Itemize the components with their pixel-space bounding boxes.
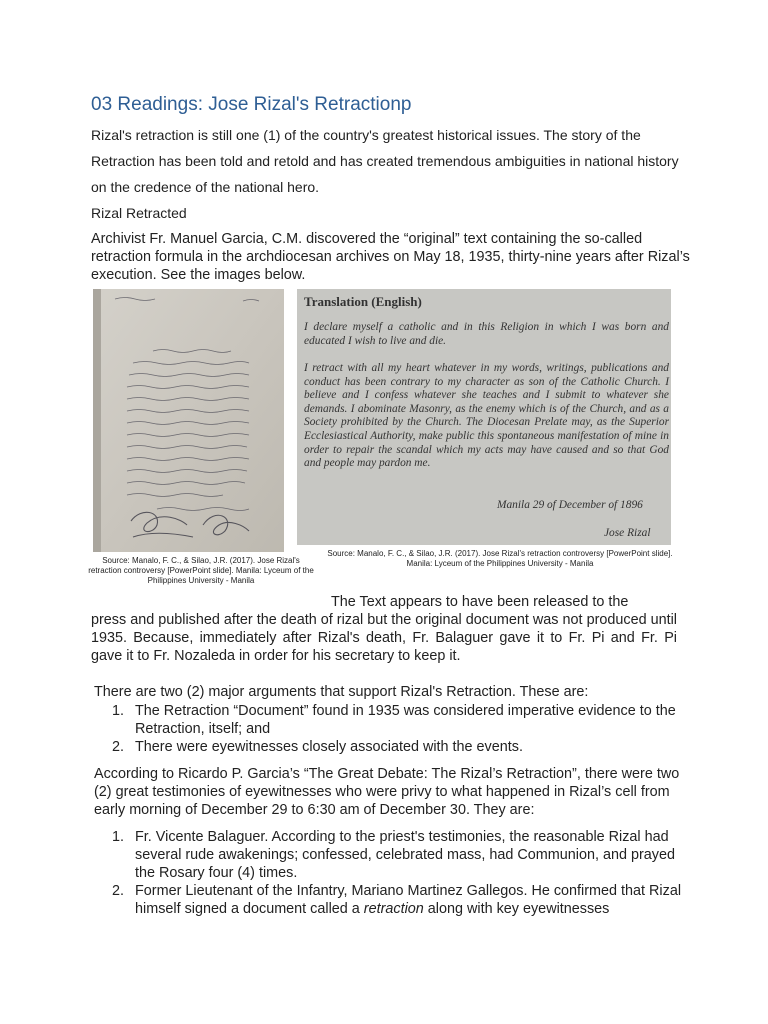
text-release-paragraph — [91, 593, 677, 665]
figure-2-caption: Source: Manalo, F. C., & Silao, J.R. (2017). Jose Rizal's retraction controversy [PowerPoint slide]. Manila: Lyceum of the Philippines University - Manila — [327, 549, 673, 568]
translation-paragraph-1: I declare myself a catholic and in this Religion in which I was born and educated I wish to live and die. — [304, 321, 669, 347]
intro-paragraph: Rizal's retraction is still one (1) of the country's greatest historical issues. The story of the Retraction has been told and retold and has created tremendous ambiguities in national history on the credence of the national hero. — [91, 127, 679, 195]
list-number: 2. — [112, 739, 125, 755]
section-subheading: Rizal Retracted — [91, 205, 187, 221]
retraction-document-image — [93, 289, 284, 552]
text-release-first-line: The Text appears to have been released to the — [331, 594, 629, 610]
list-number: 1. — [112, 703, 125, 719]
arguments-list — [112, 702, 682, 756]
list-item — [112, 738, 682, 756]
figure-1-caption: Source: Manalo, F. C., & Silao, J.R. (2017). Jose Rizal's retraction controversy [PowerPoint slide]. Manila: Lyceum of the Philippines University - Manila — [88, 556, 314, 585]
text-release-rest: press and published after the death of rizal but the original document was not produced until 1935. Because, immediately after Rizal's death, Fr. Balaguer gave it to Fr. Pi and Fr. Pi gave it to Fr. Nozaleda in order for his secretary to keep it. — [91, 612, 677, 664]
list-text: There were eyewitnesses closely associated with the events. — [135, 739, 523, 755]
translation-signature: Jose Rizal — [604, 527, 651, 539]
list-text: The Retraction “Document” found in 1935 was considered imperative evidence to the Retraction, itself; and — [135, 703, 676, 737]
list-item — [112, 702, 682, 738]
list-item — [112, 828, 682, 882]
list-number: 2. — [112, 883, 125, 899]
handwritten-document-illustration — [93, 289, 284, 552]
list-text: Fr. Vicente Balaguer. According to the priest's testimonies, the reasonable Rizal had several rude awakenings; confessed, celebrated mass, had Communion, and prayed the Rosary four (4) times. — [135, 829, 675, 881]
list-text-before: Former Lieutenant of the Infantry, Mariano Martinez Gallegos. He confirmed that Rizal himself signed a document called a — [135, 883, 682, 917]
list-text-after: along with key eyewitnesses — [423, 901, 610, 917]
arguments-intro: There are two (2) major arguments that support Rizal's Retraction. These are: — [94, 684, 589, 700]
list-item — [112, 882, 682, 918]
page-title: 03 Readings: Jose Rizal's Retractionp — [91, 94, 412, 115]
translation-title: Translation (English) — [304, 294, 422, 309]
testimonies-paragraph: According to Ricardo P. Garcia’s “The Great Debate: The Rizal’s Retraction”, there were two (2) great testimonies of eyewitnesses who were privy to what happened in Rizal’s cell from early morning of December 29 to 6:30 am of December 30. They are: — [94, 766, 680, 818]
translation-image — [297, 289, 671, 545]
emphasized-term: retraction — [363, 901, 424, 917]
list-number: 1. — [112, 829, 125, 845]
testimonies-list — [112, 828, 682, 918]
list-text — [135, 883, 681, 917]
archivist-paragraph: Archivist Fr. Manuel Garcia, C.M. discovered the “original” text containing the so-called retraction formula in the archdiocesan archives on May 18, 1935, thirty-nine years after Rizal’s execution. See the images below. — [91, 231, 690, 283]
translation-date: Manila 29 of December of 1896 — [497, 499, 643, 511]
translation-paragraph-2: I retract with all my heart whatever in my words, writings, publications and conduct has been contrary to my character as son of the Catholic Church. I believe and I confess whatever she teaches and I submit to whatever she demands. I abominate Masonry, as the enemy which is of the Church, and as a Society prohibited by the Church. The Diocesan Prelate may, as the Superior Ecclesiastical Authority, make public this spontaneous manifestation of mine in order to repair the scandal which my acts may have caused and so that God and people may pardon me. — [304, 362, 669, 470]
